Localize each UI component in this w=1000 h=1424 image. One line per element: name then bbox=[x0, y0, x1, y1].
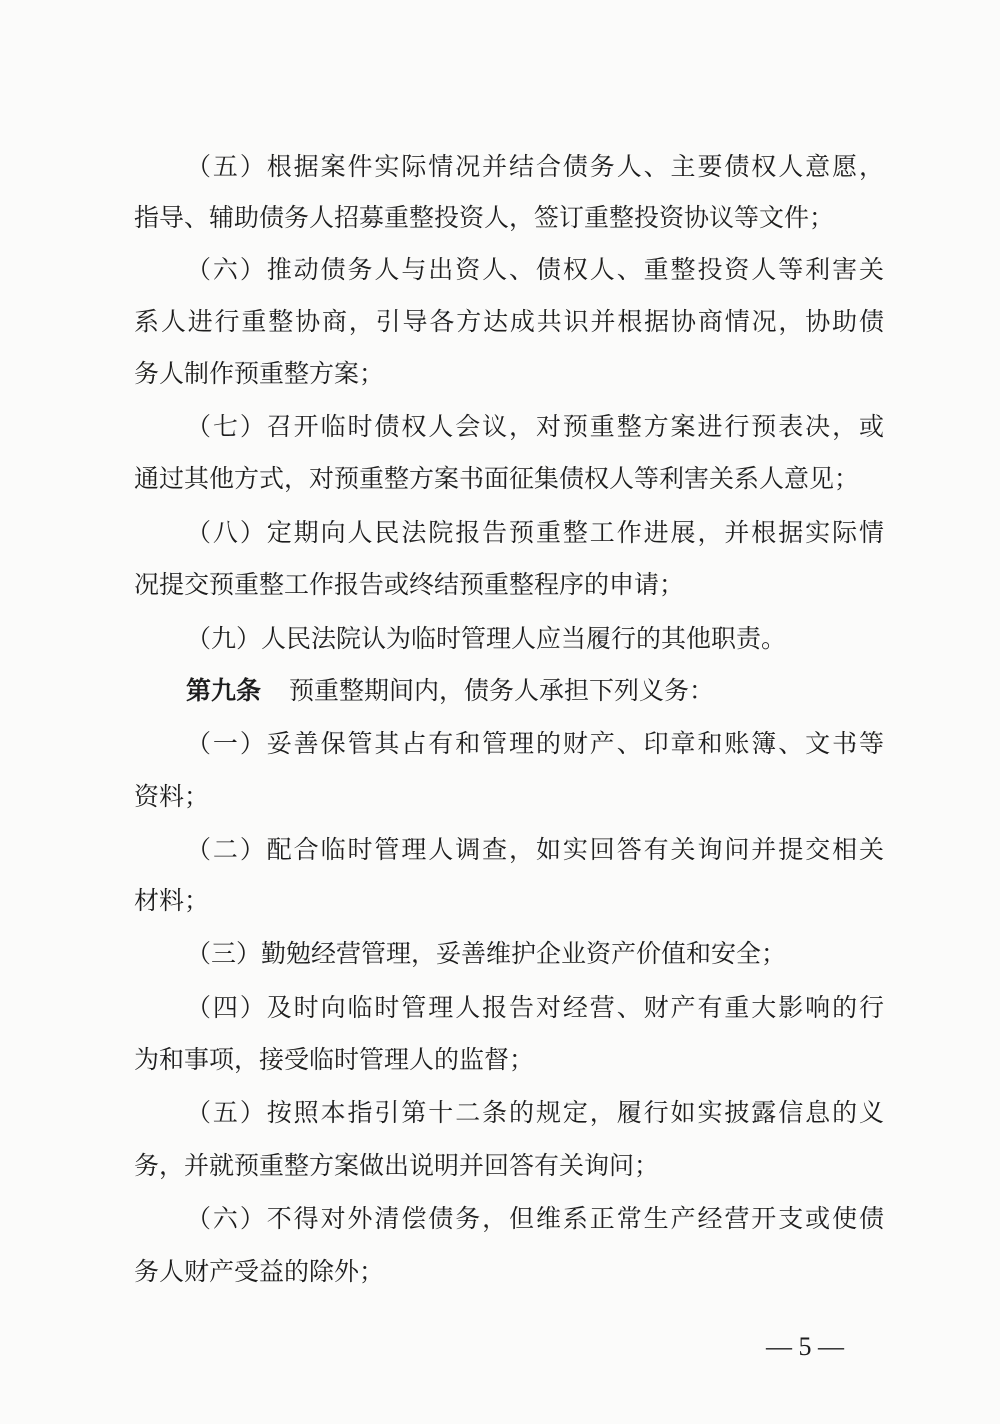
obligation-1-line-1: （一）妥善保管其占有和管理的财产、印章和账簿、文书等 bbox=[186, 729, 884, 758]
obligation-6-line-1: （六）不得对外清偿债务，但维系正常生产经营开支或使债 bbox=[186, 1204, 884, 1233]
clause-7-duty-line-1: （七）召开临时债权人会议，对预重整方案进行预表决，或 bbox=[186, 412, 884, 441]
obligation-2-line-2: 材料； bbox=[134, 886, 210, 915]
clause-8-duty-line-1: （八）定期向人民法院报告预重整工作进展，并根据实际情 bbox=[186, 518, 884, 547]
clause-7-duty-line-2: 通过其他方式，对预重整方案书面征集债权人等利害关系人意见； bbox=[134, 464, 860, 493]
obligation-3-line-1: （三）勤勉经营管理，妥善维护企业资产价值和安全； bbox=[186, 939, 787, 968]
clause-9-duty-line-1: （九）人民法院认为临时管理人应当履行的其他职责。 bbox=[186, 624, 787, 653]
obligation-4-line-1: （四）及时向临时管理人报告对经营、财产有重大影响的行 bbox=[186, 993, 884, 1022]
article-nine-heading bbox=[186, 674, 884, 708]
clause-6-duty-line-3: 务人制作预重整方案； bbox=[134, 359, 385, 388]
obligation-6-line-2: 务人财产受益的除外； bbox=[134, 1257, 385, 1286]
page-number: — 5 — bbox=[766, 1332, 844, 1361]
clause-6-duty-line-2: 系人进行重整协商，引导各方达成共识并根据协商情况，协助债 bbox=[134, 307, 884, 336]
obligation-4-line-2: 为和事项，接受临时管理人的监督； bbox=[134, 1045, 535, 1074]
obligation-5-line-1: （五）按照本指引第十二条的规定，履行如实披露信息的义 bbox=[186, 1098, 884, 1127]
clause-8-duty-line-2: 况提交预重整工作报告或终结预重整程序的申请； bbox=[134, 570, 685, 599]
obligation-2-line-1: （二）配合临时管理人调查，如实回答有关询问并提交相关 bbox=[186, 835, 884, 864]
clause-5-duty-line-1: （五）根据案件实际情况并结合债务人、主要债权人意愿， bbox=[186, 152, 884, 181]
obligation-5-line-2: 务，并就预重整方案做出说明并回答有关询问； bbox=[134, 1151, 660, 1180]
clause-6-duty-line-1: （六）推动债务人与出资人、债权人、重整投资人等利害关 bbox=[186, 255, 884, 284]
obligation-1-line-2: 资料； bbox=[134, 782, 210, 811]
article-nine-text: 预重整期间内，债务人承担下列义务： bbox=[289, 676, 715, 705]
article-nine-label: 第九条 bbox=[186, 676, 262, 705]
clause-5-duty-line-2: 指导、辅助债务人招募重整投资人，签订重整投资协议等文件； bbox=[134, 203, 835, 232]
